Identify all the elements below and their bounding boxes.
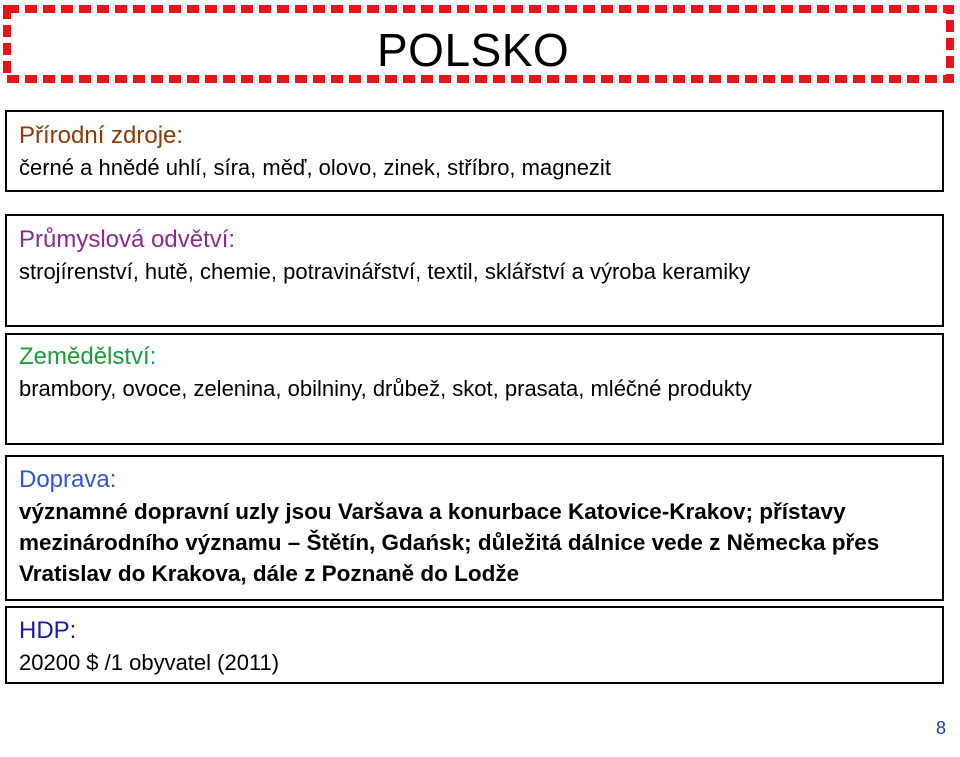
section-transport bbox=[5, 455, 944, 601]
section-text-transport: významné dopravní uzly jsou Varšava a konurbace Katovice-Krakov; přístavy mezinárodního významu – Štětín, Gdańsk; důležitá dálnice vede z Německa přes Vratislav do Krakova, dále z Poznaně do Lodže bbox=[19, 499, 880, 586]
section-gdp bbox=[5, 606, 944, 684]
section-title-natural-resources: Přírodní zdroje: bbox=[19, 122, 184, 149]
section-text-industry: strojírenství, hutě, chemie, potravinářství, textil, sklářství a výroba keramiky bbox=[19, 259, 751, 284]
section-industry bbox=[5, 214, 944, 327]
section-text-natural-resources: černé a hnědé uhlí, síra, měď, olovo, zinek, stříbro, magnezit bbox=[19, 155, 611, 180]
section-agriculture bbox=[5, 333, 944, 445]
section-text-agriculture: brambory, ovoce, zelenina, obilniny, drůbež, skot, prasata, mléčné produkty bbox=[19, 376, 752, 401]
page-title: POLSKO bbox=[377, 24, 570, 76]
title-banner bbox=[3, 5, 954, 83]
section-title-gdp: HDP: bbox=[19, 617, 77, 644]
section-text-gdp: 20200 $ /1 obyvatel (2011) bbox=[19, 650, 280, 675]
section-title-agriculture: Zemědělství: bbox=[19, 343, 157, 370]
section-title-industry: Průmyslová odvětví: bbox=[19, 226, 236, 253]
section-title-transport: Doprava: bbox=[19, 466, 117, 493]
section-natural-resources bbox=[5, 110, 944, 192]
page-number: 8 bbox=[935, 718, 946, 738]
